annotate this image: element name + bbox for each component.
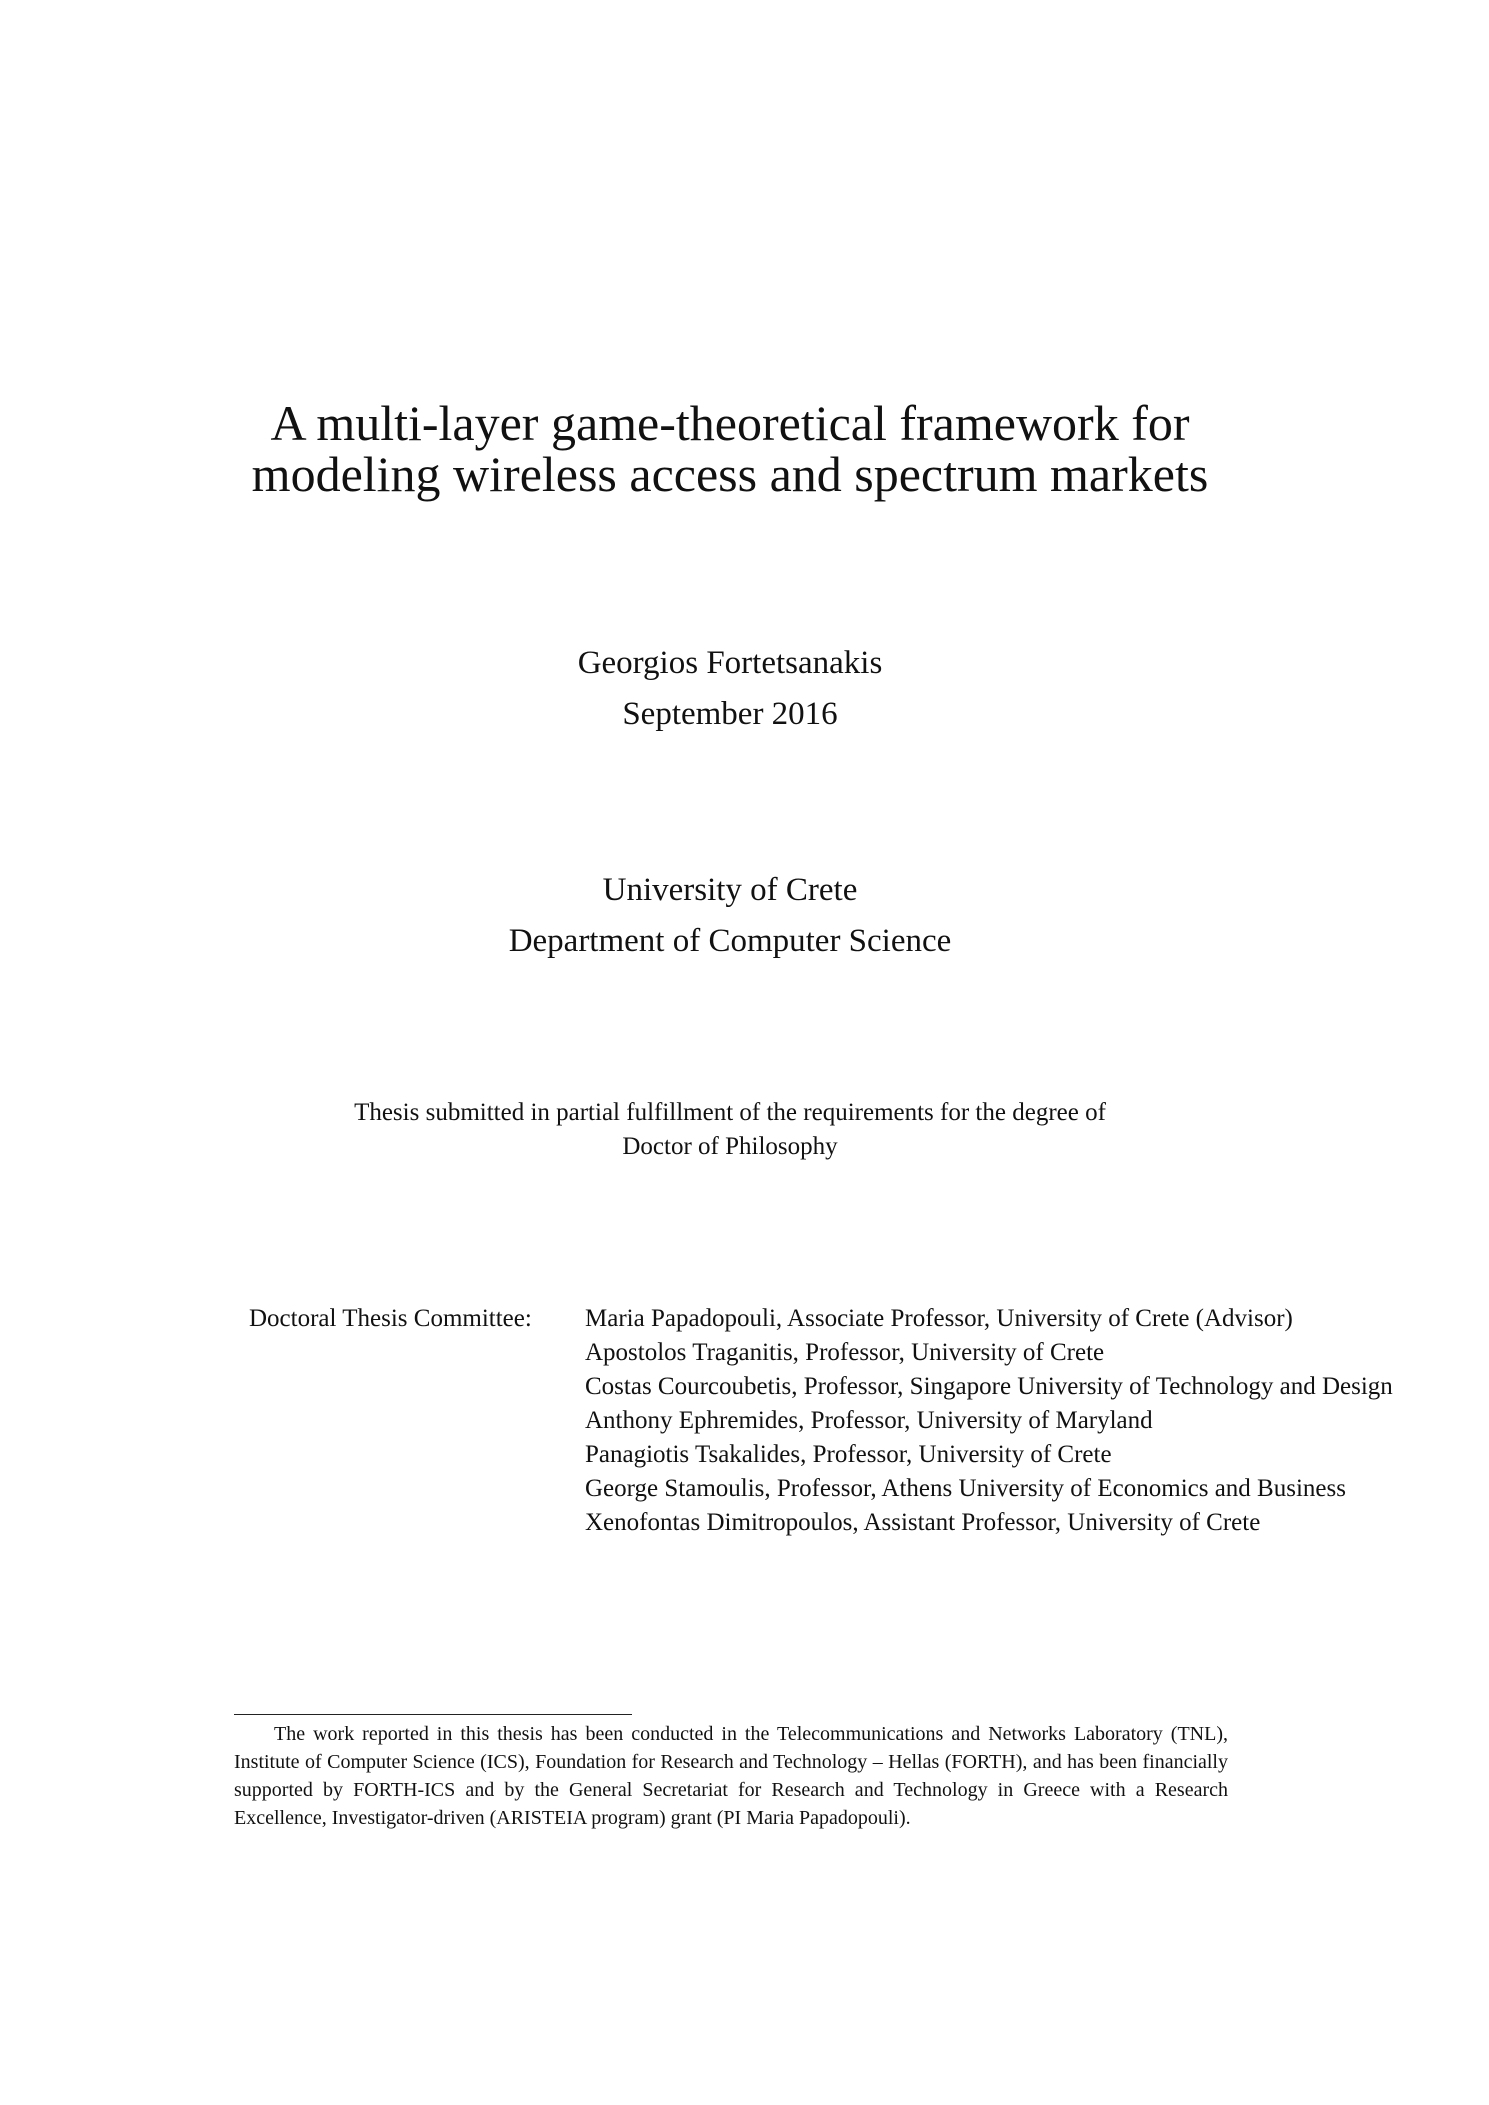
committee-member: Anthony Ephremides, Professor, University of Maryland xyxy=(585,1407,1153,1434)
author-name: Georgios Fortetsanakis xyxy=(577,645,883,681)
institution-block xyxy=(0,865,1460,967)
thesis-title-line-2: modeling wireless access and spectrum markets xyxy=(251,446,1209,502)
committee-member: Xenofontas Dimitropoulos, Assistant Professor, University of Crete xyxy=(585,1509,1261,1536)
committee-label: Doctoral Thesis Committee: xyxy=(249,1305,532,1332)
funding-footnote: The work reported in this thesis has been conducted in the Telecommunications and Networks Laboratory (TNL), Institute of Computer Science (ICS), Foundation for Research and Technology – Hellas (FORTH), and has been financially supported by FORTH-ICS and by the General Secretariat for Research and Technology in Greece with a Research Excellence, Investigator-driven (ARISTEIA program) grant (PI Maria Papadopouli). xyxy=(234,1723,1228,1829)
committee-members xyxy=(585,1302,1393,1540)
committee-member: Apostolos Traganitis, Professor, University of Crete xyxy=(585,1339,1105,1366)
author-block xyxy=(0,638,1460,740)
footnote-divider xyxy=(234,1714,632,1715)
committee-member: Costas Courcoubetis, Professor, Singapore University of Technology and Design xyxy=(585,1373,1393,1400)
degree-name: Doctor of Philosophy xyxy=(622,1133,838,1160)
committee-member: Panagiotis Tsakalides, Professor, University of Crete xyxy=(585,1441,1112,1468)
committee-member: George Stamoulis, Professor, Athens University of Economics and Business xyxy=(585,1475,1346,1502)
committee-member: Maria Papadopouli, Associate Professor, University of Crete (Advisor) xyxy=(585,1305,1293,1332)
thesis-title-line-1: A multi-layer game-theoretical framework for xyxy=(270,395,1190,451)
degree-statement xyxy=(0,1096,1460,1164)
university-name: University of Crete xyxy=(602,872,858,908)
submission-date: September 2016 xyxy=(622,696,838,732)
thesis-title xyxy=(0,395,1460,502)
degree-statement-line-1: Thesis submitted in partial fulfillment of the requirements for the degree of xyxy=(354,1099,1106,1126)
department-name: Department of Computer Science xyxy=(508,923,952,959)
